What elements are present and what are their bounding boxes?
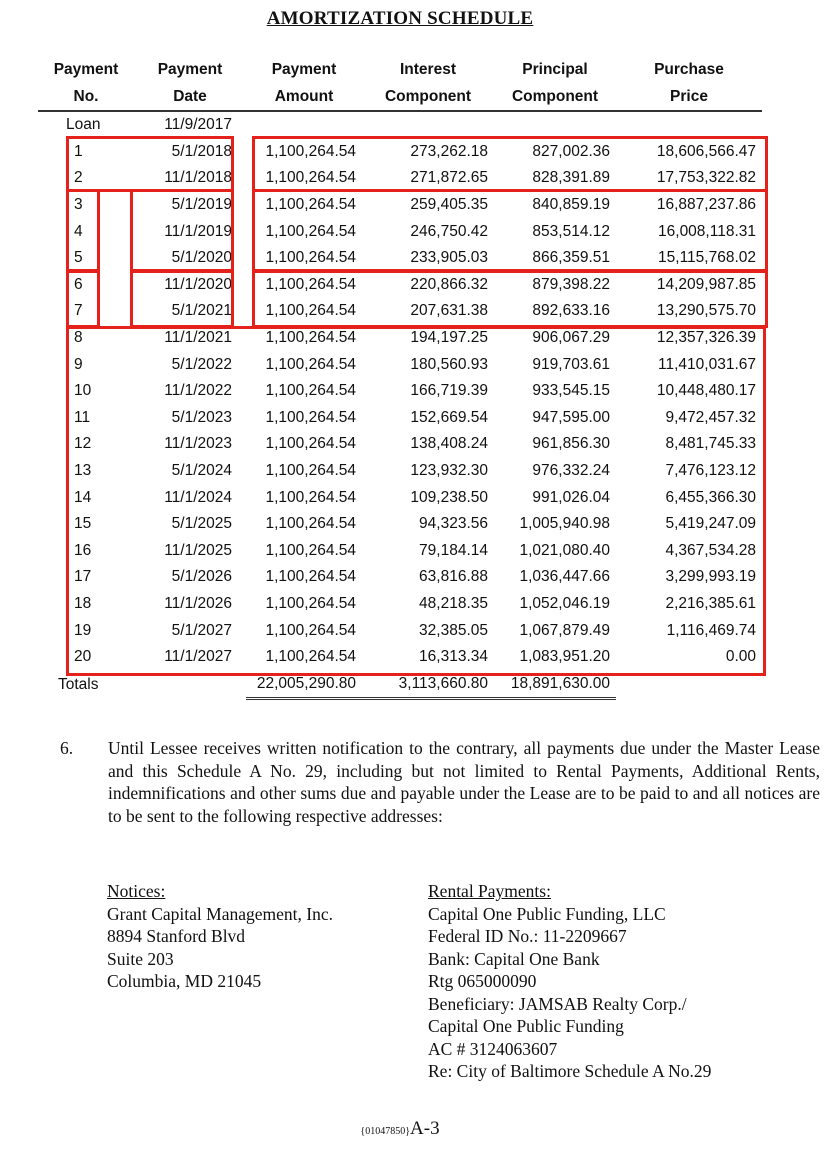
payment-amount: 1,100,264.54 xyxy=(265,302,356,320)
payment-date: 5/1/2018 xyxy=(171,142,232,160)
table-row xyxy=(38,564,762,591)
column-header-line1: Payment xyxy=(157,61,223,78)
rental-address-line: Capital One Public Funding, LLC xyxy=(428,903,666,924)
principal-component: 933,545.15 xyxy=(532,382,610,400)
loan-label: Loan xyxy=(66,116,101,134)
payment-number: 10 xyxy=(74,382,92,400)
paragraph-number: 6. xyxy=(60,738,74,758)
column-header-line1: Payment xyxy=(53,61,119,78)
page-number: A-3 xyxy=(410,1118,440,1139)
payment-amount: 1,100,264.54 xyxy=(265,222,356,240)
payment-number: 18 xyxy=(74,594,92,612)
table-row xyxy=(38,192,762,219)
payment-date: 11/1/2020 xyxy=(164,275,232,293)
purchase-price: 17,753,322.82 xyxy=(656,169,756,187)
table-row xyxy=(38,538,762,565)
payment-date: 5/1/2022 xyxy=(171,355,232,373)
interest-component: 94,323.56 xyxy=(419,515,488,533)
interest-component: 273,262.18 xyxy=(410,142,488,160)
table-row xyxy=(38,325,762,352)
table-row xyxy=(38,431,762,458)
rental-payments-heading: Rental Payments: xyxy=(428,881,551,901)
interest-component: 79,184.14 xyxy=(419,541,488,559)
principal-component: 947,595.00 xyxy=(532,408,610,426)
payment-date: 11/1/2026 xyxy=(164,594,232,612)
payment-number: 15 xyxy=(74,515,92,533)
payment-amount: 1,100,264.54 xyxy=(265,568,356,586)
paragraph-text: Until Lessee receives written notification to the contrary, all payments due under the Master Lease and this Schedule A No. 29, including but not limited to Rental Payments, Additional Rents, indemnifications and other sums due and payable under the Lease are to be paid to and all notices are to be sent to the following respective addresses: xyxy=(108,738,820,826)
payment-date: 11/1/2021 xyxy=(164,329,232,347)
interest-component: 194,197.25 xyxy=(410,329,488,347)
interest-component: 16,313.34 xyxy=(419,648,488,666)
purchase-price: 0.00 xyxy=(725,648,756,666)
payment-amount: 1,100,264.54 xyxy=(265,249,356,267)
payment-amount: 1,100,264.54 xyxy=(265,541,356,559)
interest-component: 259,405.35 xyxy=(410,196,488,214)
rental-address-line: Rtg 065000090 xyxy=(428,971,537,991)
payment-date: 11/1/2018 xyxy=(164,169,232,187)
interest-component: 63,816.88 xyxy=(419,568,488,586)
notices-address-line: 8894 Stanford Blvd xyxy=(107,926,246,946)
payment-amount: 1,100,264.54 xyxy=(265,435,356,453)
table-header-row xyxy=(38,56,762,111)
interest-component: 233,905.03 xyxy=(410,249,488,267)
table-row xyxy=(38,511,762,538)
principal-component: 1,067,879.49 xyxy=(519,621,610,639)
payment-date: 11/1/2024 xyxy=(164,488,232,506)
purchase-price: 16,008,118.31 xyxy=(658,222,756,240)
interest-component: 32,385.05 xyxy=(419,621,488,639)
rental-address-line: AC # 3124063607 xyxy=(428,1038,558,1059)
payment-date: 5/1/2026 xyxy=(171,568,232,586)
total-amount: 22,005,290.80 xyxy=(246,670,362,698)
principal-component: 827,002.36 xyxy=(532,142,610,160)
purchase-price: 2,216,385.61 xyxy=(665,594,756,612)
payment-number: 4 xyxy=(74,222,83,240)
rental-address-line: Capital One Public Funding xyxy=(428,1016,624,1036)
payment-amount: 1,100,264.54 xyxy=(265,275,356,293)
column-header-line2: Price xyxy=(670,88,708,105)
rental-address-line: Re: City of Baltimore Schedule A No.29 xyxy=(428,1061,712,1081)
payment-number: 16 xyxy=(74,541,92,559)
document-code: {01047850} xyxy=(360,1126,411,1137)
payment-number: 20 xyxy=(74,648,92,666)
payment-number: 14 xyxy=(74,488,92,506)
payment-date: 5/1/2021 xyxy=(171,302,232,320)
column-header-line2: Component xyxy=(384,88,472,105)
table-row xyxy=(38,298,762,325)
interest-component: 180,560.93 xyxy=(410,355,488,373)
column-header xyxy=(38,56,134,111)
payment-date: 11/1/2027 xyxy=(164,648,232,666)
table-row xyxy=(38,484,762,511)
column-header-line1: Purchase xyxy=(654,61,724,78)
table-row xyxy=(38,617,762,644)
payment-date: 11/1/2025 xyxy=(164,541,232,559)
column-header-line1: Payment xyxy=(271,61,337,78)
payment-amount: 1,100,264.54 xyxy=(265,355,356,373)
table-row xyxy=(38,405,762,432)
column-header-line1: Principal xyxy=(522,61,588,78)
interest-component: 48,218.35 xyxy=(419,594,488,612)
principal-component: 892,633.16 xyxy=(532,302,610,320)
purchase-price: 6,455,366.30 xyxy=(665,488,756,506)
document-title: AMORTIZATION SCHEDULE xyxy=(266,8,534,29)
principal-component: 961,856.30 xyxy=(532,435,610,453)
total-interest: 3,113,660.80 xyxy=(362,670,494,698)
payment-number: 2 xyxy=(74,169,83,187)
payment-date: 5/1/2023 xyxy=(171,408,232,426)
column-header xyxy=(246,56,362,111)
payment-date: 5/1/2019 xyxy=(171,196,232,214)
payment-amount: 1,100,264.54 xyxy=(265,515,356,533)
payment-amount: 1,100,264.54 xyxy=(265,488,356,506)
interest-component: 207,631.38 xyxy=(410,302,488,320)
table-row xyxy=(38,218,762,245)
payment-number: 9 xyxy=(74,355,83,373)
loan-date: 11/9/2017 xyxy=(164,116,232,134)
payment-number: 1 xyxy=(74,142,83,160)
table-row xyxy=(38,351,762,378)
principal-component: 1,005,940.98 xyxy=(519,515,610,533)
table-row xyxy=(38,458,762,485)
table-row xyxy=(38,139,762,166)
purchase-price: 15,115,768.02 xyxy=(658,249,756,267)
principal-component: 840,859.19 xyxy=(532,196,610,214)
rental-address-line: Bank: Capital One Bank xyxy=(428,948,600,969)
interest-component: 109,238.50 xyxy=(410,488,488,506)
payment-date: 5/1/2027 xyxy=(171,621,232,639)
payment-number: 12 xyxy=(74,435,92,453)
notices-address-line: Grant Capital Management, Inc. xyxy=(107,903,333,924)
payment-amount: 1,100,264.54 xyxy=(265,329,356,347)
principal-component: 906,067.29 xyxy=(532,329,610,347)
rental-address-line: Federal ID No.: 11-2209667 xyxy=(428,926,627,946)
payment-amount: 1,100,264.54 xyxy=(265,142,356,160)
total-principal: 18,891,630.00 xyxy=(494,670,616,698)
notices-address-line: Suite 203 xyxy=(107,948,174,969)
payment-number: 6 xyxy=(74,275,83,293)
principal-component: 828,391.89 xyxy=(532,169,610,187)
payment-date: 5/1/2025 xyxy=(171,515,232,533)
table-row xyxy=(38,378,762,405)
purchase-price: 4,367,534.28 xyxy=(665,541,756,559)
principal-component: 1,021,080.40 xyxy=(519,541,610,559)
payment-date: 11/1/2023 xyxy=(164,435,232,453)
purchase-price: 14,209,987.85 xyxy=(656,275,756,293)
interest-component: 123,932.30 xyxy=(410,462,488,480)
purchase-price: 16,887,237.86 xyxy=(656,196,756,214)
payment-date: 11/1/2022 xyxy=(164,382,232,400)
table-row xyxy=(38,591,762,618)
interest-component: 152,669.54 xyxy=(410,408,488,426)
purchase-price: 7,476,123.12 xyxy=(665,462,756,480)
table-row xyxy=(38,245,762,272)
column-header-line2: No. xyxy=(73,88,99,105)
payment-amount: 1,100,264.54 xyxy=(265,594,356,612)
payment-number: 3 xyxy=(74,196,83,214)
purchase-price: 11,410,031.67 xyxy=(658,355,756,373)
principal-component: 991,026.04 xyxy=(532,488,610,506)
column-header-line2: Amount xyxy=(274,88,334,105)
principal-component: 853,514.12 xyxy=(532,222,610,240)
purchase-price: 1,116,469.74 xyxy=(666,621,756,639)
purchase-price: 3,299,993.19 xyxy=(665,568,756,586)
column-header xyxy=(494,56,616,111)
principal-component: 1,052,046.19 xyxy=(519,594,610,612)
interest-component: 220,866.32 xyxy=(410,275,488,293)
totals-label: Totals xyxy=(58,675,99,693)
column-header xyxy=(134,56,246,111)
payment-amount: 1,100,264.54 xyxy=(265,621,356,639)
table-row xyxy=(38,165,762,192)
interest-component: 271,872.65 xyxy=(410,169,488,187)
payment-amount: 1,100,264.54 xyxy=(265,648,356,666)
purchase-price: 8,481,745.33 xyxy=(665,435,756,453)
principal-component: 976,332.24 xyxy=(532,462,610,480)
principal-component: 879,398.22 xyxy=(532,275,610,293)
purchase-price: 10,448,480.17 xyxy=(656,382,756,400)
payment-date: 5/1/2020 xyxy=(171,249,232,267)
totals-row xyxy=(38,670,762,698)
payment-number: 5 xyxy=(74,249,83,267)
rental-payments-address xyxy=(428,880,808,1083)
column-header-line2: Component xyxy=(511,88,599,105)
page-footer xyxy=(0,1118,800,1140)
column-header-line1: Interest xyxy=(400,61,456,78)
payment-number: 7 xyxy=(74,302,83,320)
column-header xyxy=(362,56,494,111)
rental-address-line: Beneficiary: JAMSAB Realty Corp./ xyxy=(428,993,687,1014)
payment-amount: 1,100,264.54 xyxy=(265,169,356,187)
interest-component: 246,750.42 xyxy=(410,222,488,240)
table-row xyxy=(38,644,762,671)
principal-component: 1,083,951.20 xyxy=(519,648,610,666)
payment-amount: 1,100,264.54 xyxy=(265,382,356,400)
notices-heading: Notices: xyxy=(107,881,166,901)
amortization-table xyxy=(38,56,762,700)
interest-component: 166,719.39 xyxy=(410,382,488,400)
purchase-price: 13,290,575.70 xyxy=(656,302,756,320)
payment-date: 11/1/2019 xyxy=(164,222,232,240)
purchase-price: 12,357,326.39 xyxy=(656,329,756,347)
column-header xyxy=(616,56,762,111)
payment-amount: 1,100,264.54 xyxy=(265,462,356,480)
payment-number: 8 xyxy=(74,329,83,347)
interest-component: 138,408.24 xyxy=(410,435,488,453)
column-header-line2: Date xyxy=(173,88,207,105)
loan-row xyxy=(38,111,762,139)
principal-component: 919,703.61 xyxy=(532,355,610,373)
purchase-price: 9,472,457.32 xyxy=(665,408,756,426)
table-row xyxy=(38,272,762,299)
purchase-price: 18,606,566.47 xyxy=(656,142,756,160)
payment-number: 11 xyxy=(74,408,91,426)
principal-component: 866,359.51 xyxy=(532,249,610,267)
payment-amount: 1,100,264.54 xyxy=(265,408,356,426)
principal-component: 1,036,447.66 xyxy=(519,568,610,586)
purchase-price: 5,419,247.09 xyxy=(665,515,756,533)
payment-date: 5/1/2024 xyxy=(171,462,232,480)
payment-number: 13 xyxy=(74,462,92,480)
payment-number: 17 xyxy=(74,568,92,586)
payment-number: 19 xyxy=(74,621,92,639)
payment-amount: 1,100,264.54 xyxy=(265,196,356,214)
notices-address xyxy=(107,880,407,993)
notices-address-line: Columbia, MD 21045 xyxy=(107,971,262,991)
